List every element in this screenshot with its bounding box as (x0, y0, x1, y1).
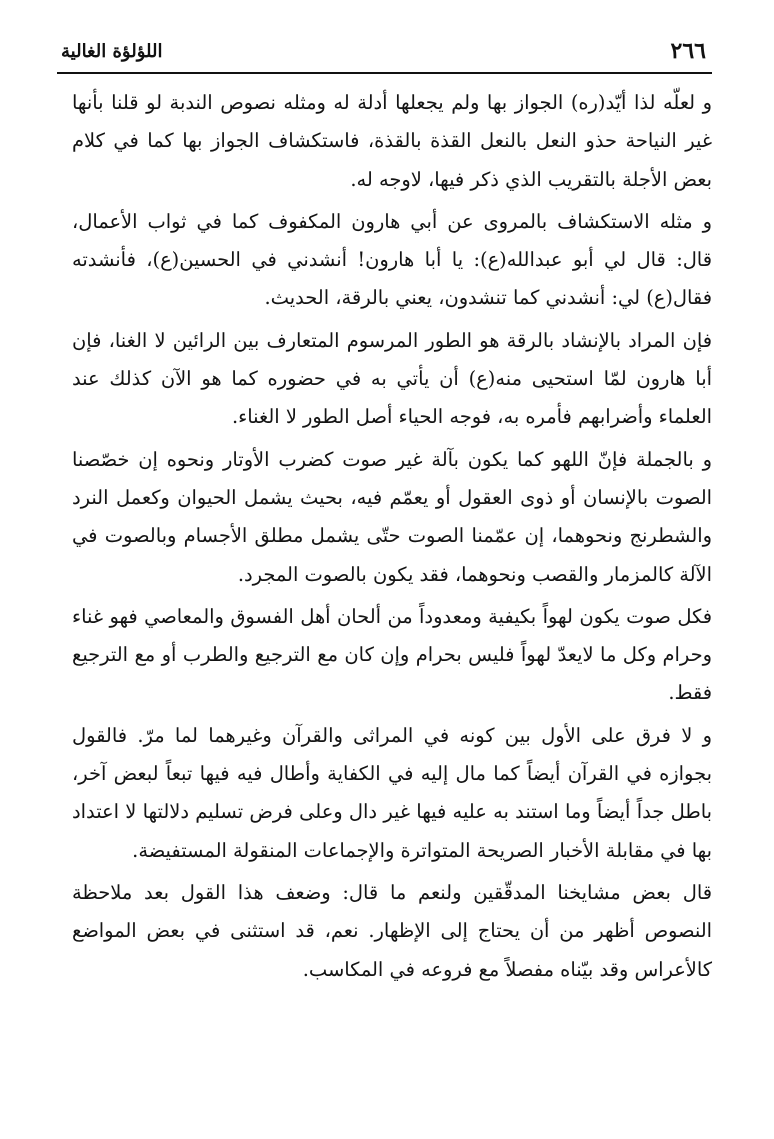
paragraph: و لا فرق على الأول بين كونه في المراثى والقرآن وغيرهما لما مرّ. فالقول بجوازه في القرآن أيضاً كما مال إليه في الكفاية وأطال فيه فيها تبعاً لبعض آخر، باطل جداً أيضاً وما استند به عليه فيها غير دال وعلى فرض تسليم دلالتها لا اعتداد بها في مقابلة الأخبار الصريحة المتواترة والإجماعات المنقولة المستفيضة. (72, 723, 712, 862)
page-number: ٢٦٦ (670, 38, 706, 64)
paragraph: و مثله الاستكشاف بالمروى عن أبي هارون المكفوف كما في ثواب الأعمال، قال: قال لي أبو عبدالله(ع): يا أبا هارون! أنشدني في الحسين(ع)، فأنشدته فقال(ع) لي: أنشدني كما تنشدون، يعني بالرقة، الحديث. (72, 209, 712, 310)
page-header (57, 32, 712, 74)
paragraph: و بالجملة فإنّ اللهو كما يكون بآلة غير صوت كضرب الأوتار ونحوه إن خصّصنا الصوت بالإنسان أو ذوى العقول أو يعمّم فيه، بحيث يشمل الحيوان وكعمل النرد والشطرنج ونحوهما، إن عمّمنا الصوت حتّى يشمل مطلق الأجسام وبالصوت في الآلة كالمزمار والقصب ونحوهما، فقد يكون بالصوت المجرد. (72, 447, 712, 586)
body-text (72, 84, 712, 993)
paragraph: فإن المراد بالإنشاد بالرقة هو الطور المرسوم المتعارف بين الرائين لا الغنا، فإن أبا هارون لمّا استحيى منه(ع) أن يأتي به في حضوره كما هو الآن كذلك عند العلماء وأضرابهم فأمره به، فوجه الحياء أصل الطور لا الغناء. (72, 328, 712, 429)
paragraph: فكل صوت يكون لهواً بكيفية ومعدوداً من ألحان أهل الفسوق والمعاصي فهو غناء وحرام وكل ما لايعدّ لهواً فليس بحرام وإن كان مع الترجيع والطرب أو مع الترجيع فقط. (72, 604, 712, 705)
paragraph: قال بعض مشايخنا المدقّقين ولنعم ما قال: وضعف هذا القول بعد ملاحظة النصوص أظهر من أن يحتاج إلى الإظهار. نعم، قد استثنى في بعض المواضع كالأعراس وقد بيّناه مفصلاً مع فروعه في المكاسب. (72, 880, 712, 981)
paragraph: و لعلّه لذا أيّد(ره) الجواز بها ولم يجعلها أدلة له ومثله نصوص الندبة لو قلنا بأنها غير النياحة حذو النعل بالنعل القذة بالقذة، فاستكشاف الجواز بها كما في كلام بعض الأجلة بالتقريب الذي ذكر فيها، لاوجه له. (72, 91, 712, 191)
book-title: اللؤلؤة الغالية (61, 41, 163, 62)
